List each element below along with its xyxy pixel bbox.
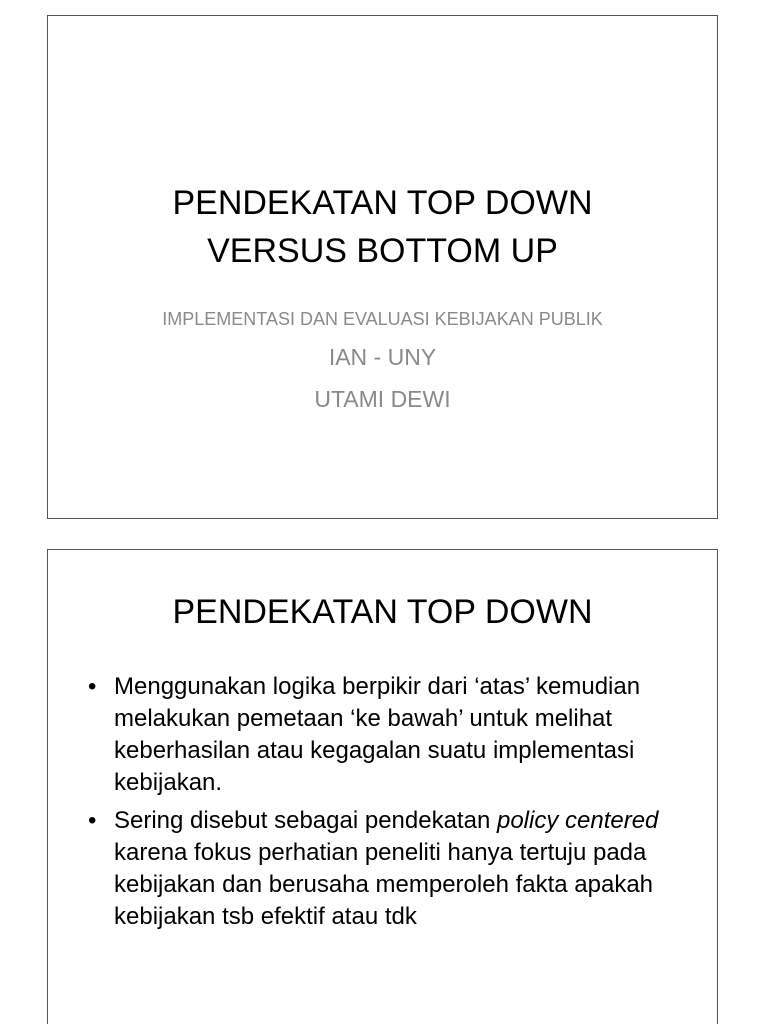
bullet-text-2-italic: policy centered — [496, 807, 659, 834]
slide-2 — [47, 549, 718, 1024]
bullet-text-2-before: Sering disebut sebagai pendekatan — [114, 807, 497, 834]
bullet-point-icon: • — [88, 673, 97, 700]
slide-1-title-line-2: VERSUS BOTTOM UP — [207, 232, 558, 270]
course-subtitle: IMPLEMENTASI DAN EVALUASI KEBIJAKAN PUBLIK — [162, 309, 603, 329]
bullet-point-icon: • — [88, 807, 97, 834]
program-subtitle: IAN - UNY — [328, 344, 437, 370]
slide-2-title: PENDEKATAN TOP DOWN — [172, 593, 593, 631]
slide-1-title-line-1: PENDEKATAN TOP DOWN — [172, 184, 593, 222]
slide-1-title — [48, 179, 717, 275]
bullet-text-1: Menggunakan logika berpikir dari ‘atas’ kemudian melakukan pemetaan ‘ke bawah’ untuk melihat keberhasilan atau kegagalan suatu implementasi kebijakan. — [114, 673, 641, 796]
bullet-item-1 — [88, 671, 677, 799]
bullet-item-2 — [88, 805, 677, 933]
author-subtitle: UTAMI DEWI — [314, 386, 451, 412]
slide-1 — [47, 15, 718, 519]
bullet-list — [88, 671, 677, 939]
bullet-text-2-after: karena fokus perhatian peneliti hanya tertuju pada kebijakan dan berusaha memperoleh fakta apakah kebijakan tsb efektif atau tdk — [114, 839, 654, 930]
